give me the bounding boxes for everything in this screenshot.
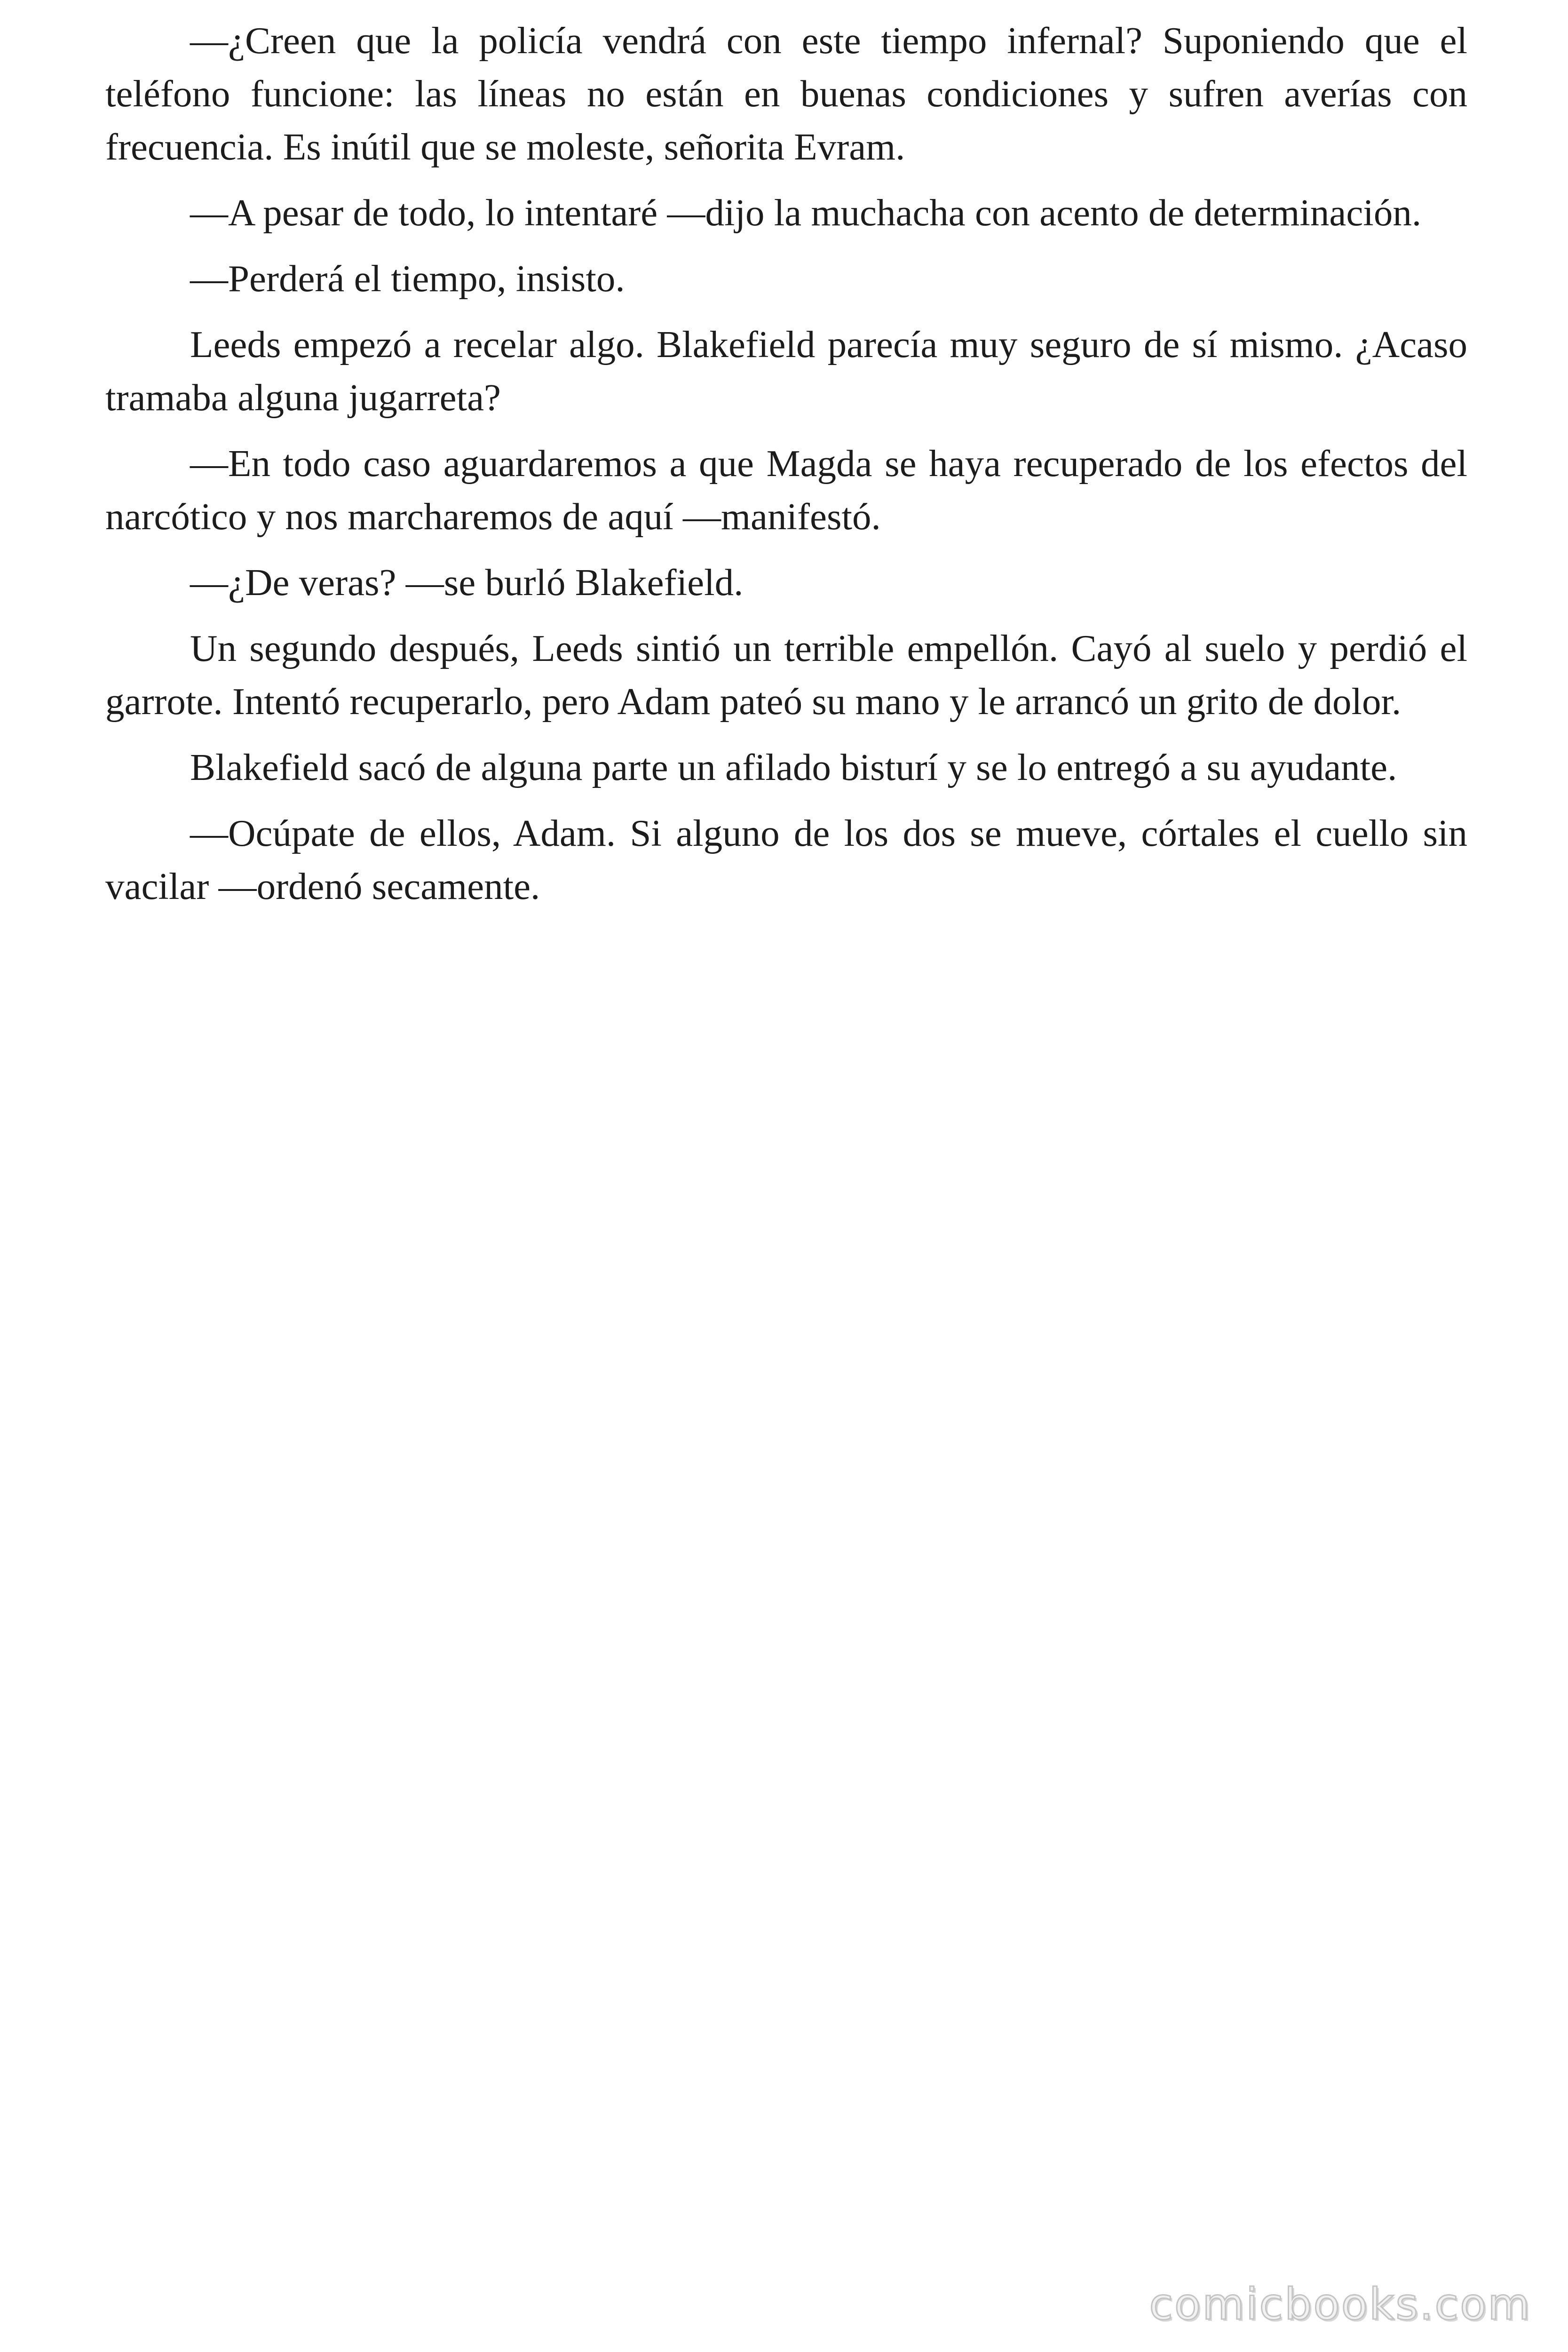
paragraph: —En todo caso aguardaremos a que Magda se haya recuperado de los efectos del narcótico y nos marcharemos de aquí —manifestó. [105,442,1467,538]
paragraph: —Perderá el tiempo, insisto. [190,257,625,300]
paragraph: Un segundo después, Leeds sintió un terrible empellón. Cayó al suelo y perdió el garrote. Intentó recuperarlo, pero Adam pateó su mano y le arrancó un grito de dolor. [105,627,1467,723]
paragraph: Blakefield sacó de alguna parte un afilado bisturí y se lo entregó a su ayudante. [190,746,1397,788]
page-body [105,14,1467,926]
watermark: comicbooks.com [1149,2279,1531,2329]
paragraph: —Ocúpate de ellos, Adam. Si alguno de los dos se mueve, córtales el cuello sin vacilar —ordenó secamente. [105,812,1467,907]
paragraph: —¿De veras? —se burló Blakefield. [190,561,744,604]
paragraph: —A pesar de todo, lo intentaré —dijo la muchacha con acento de determinación. [190,191,1422,234]
paragraph: Leeds empezó a recelar algo. Blakefield parecía muy seguro de sí mismo. ¿Acaso tramaba alguna jugarreta? [105,323,1467,419]
paragraph: —¿Creen que la policía vendrá con este tiempo infernal? Suponiendo que el teléfono funcione: las líneas no están en buenas condiciones y sufren averías con frecuencia. Es inútil que se moleste, señorita Evram. [105,19,1467,168]
